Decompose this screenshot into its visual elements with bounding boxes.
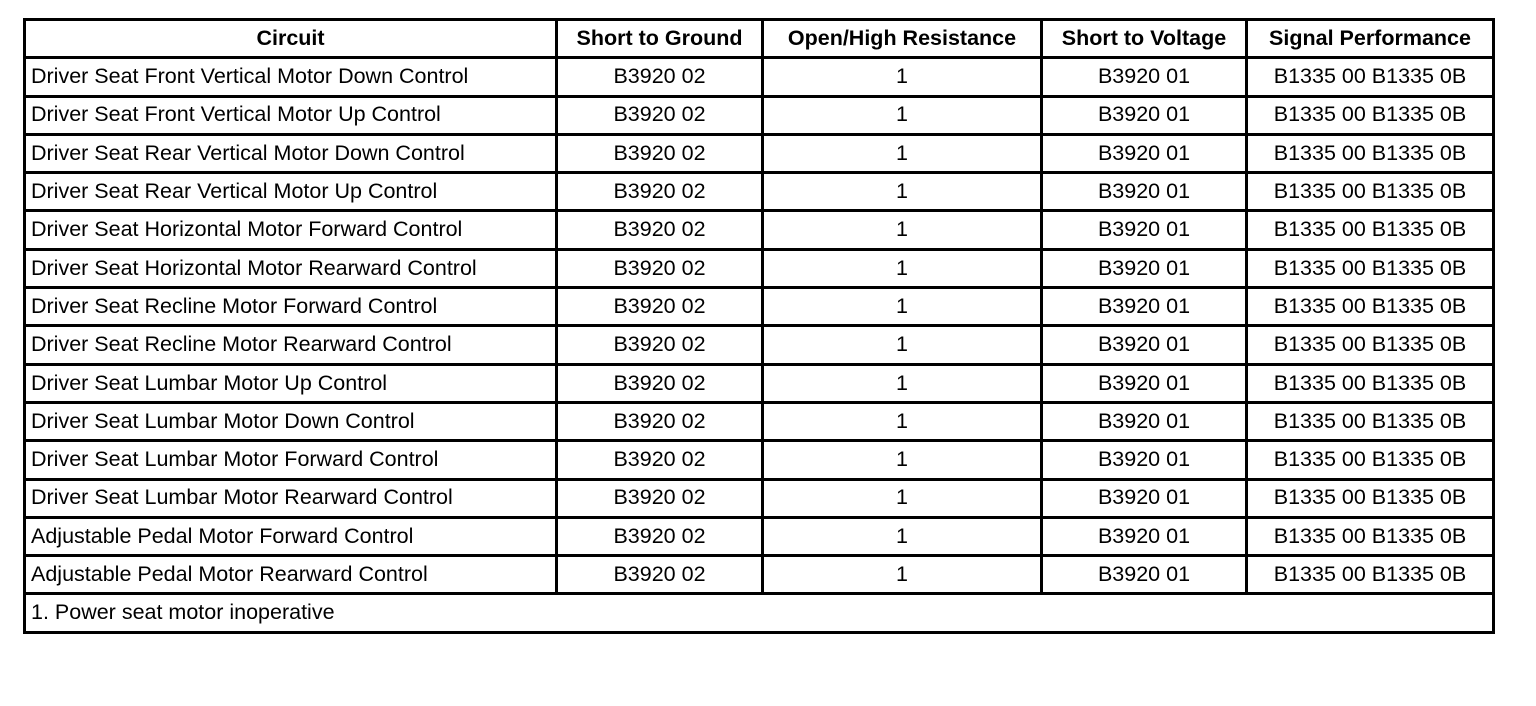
cell-signal-performance: B1335 00 B1335 0B (1247, 441, 1494, 479)
table-row (25, 441, 1494, 479)
header-circuit: Circuit (25, 20, 557, 58)
table-row (25, 134, 1494, 172)
cell-signal-performance: B1335 00 B1335 0B (1247, 249, 1494, 287)
header-signal-performance: Signal Performance (1247, 20, 1494, 58)
cell-circuit: Driver Seat Front Vertical Motor Down Control (25, 58, 557, 96)
table-row (25, 211, 1494, 249)
header-short-to-voltage: Short to Voltage (1042, 20, 1247, 58)
cell-circuit: Driver Seat Lumbar Motor Rearward Control (25, 479, 557, 517)
cell-short-to-voltage: B3920 01 (1042, 211, 1247, 249)
cell-short-to-ground: B3920 02 (557, 402, 763, 440)
cell-circuit: Driver Seat Lumbar Motor Forward Control (25, 441, 557, 479)
cell-short-to-ground: B3920 02 (557, 58, 763, 96)
header-row (25, 20, 1494, 58)
cell-short-to-voltage: B3920 01 (1042, 58, 1247, 96)
table-row (25, 402, 1494, 440)
table-row (25, 364, 1494, 402)
cell-circuit: Adjustable Pedal Motor Forward Control (25, 517, 557, 555)
cell-circuit: Driver Seat Horizontal Motor Forward Control (25, 211, 557, 249)
cell-short-to-ground: B3920 02 (557, 326, 763, 364)
table-row (25, 249, 1494, 287)
cell-circuit: Adjustable Pedal Motor Rearward Control (25, 556, 557, 594)
table-row (25, 479, 1494, 517)
cell-open-high-resistance: 1 (763, 479, 1042, 517)
cell-circuit: Driver Seat Lumbar Motor Up Control (25, 364, 557, 402)
cell-short-to-voltage: B3920 01 (1042, 326, 1247, 364)
cell-short-to-voltage: B3920 01 (1042, 96, 1247, 134)
table-row (25, 288, 1494, 326)
table-row (25, 517, 1494, 555)
cell-short-to-ground: B3920 02 (557, 134, 763, 172)
cell-circuit: Driver Seat Rear Vertical Motor Down Control (25, 134, 557, 172)
table-row (25, 556, 1494, 594)
cell-circuit: Driver Seat Rear Vertical Motor Up Control (25, 173, 557, 211)
cell-open-high-resistance: 1 (763, 402, 1042, 440)
cell-short-to-voltage: B3920 01 (1042, 517, 1247, 555)
cell-short-to-ground: B3920 02 (557, 173, 763, 211)
cell-signal-performance: B1335 00 B1335 0B (1247, 211, 1494, 249)
table-body (25, 58, 1494, 594)
cell-short-to-ground: B3920 02 (557, 96, 763, 134)
cell-short-to-voltage: B3920 01 (1042, 249, 1247, 287)
cell-short-to-ground: B3920 02 (557, 479, 763, 517)
cell-short-to-ground: B3920 02 (557, 211, 763, 249)
header-short-to-ground: Short to Ground (557, 20, 763, 58)
footnote-row (25, 594, 1494, 632)
cell-short-to-ground: B3920 02 (557, 556, 763, 594)
table-row (25, 173, 1494, 211)
cell-open-high-resistance: 1 (763, 364, 1042, 402)
cell-signal-performance: B1335 00 B1335 0B (1247, 402, 1494, 440)
cell-circuit: Driver Seat Horizontal Motor Rearward Control (25, 249, 557, 287)
cell-open-high-resistance: 1 (763, 249, 1042, 287)
cell-short-to-voltage: B3920 01 (1042, 288, 1247, 326)
footnote: 1. Power seat motor inoperative (25, 594, 1494, 632)
cell-short-to-voltage: B3920 01 (1042, 479, 1247, 517)
cell-signal-performance: B1335 00 B1335 0B (1247, 288, 1494, 326)
cell-open-high-resistance: 1 (763, 96, 1042, 134)
cell-open-high-resistance: 1 (763, 58, 1042, 96)
cell-short-to-ground: B3920 02 (557, 517, 763, 555)
cell-signal-performance: B1335 00 B1335 0B (1247, 517, 1494, 555)
cell-short-to-voltage: B3920 01 (1042, 364, 1247, 402)
cell-open-high-resistance: 1 (763, 173, 1042, 211)
cell-short-to-ground: B3920 02 (557, 288, 763, 326)
cell-open-high-resistance: 1 (763, 134, 1042, 172)
table-row (25, 326, 1494, 364)
cell-open-high-resistance: 1 (763, 211, 1042, 249)
table-row (25, 58, 1494, 96)
cell-signal-performance: B1335 00 B1335 0B (1247, 364, 1494, 402)
cell-circuit: Driver Seat Recline Motor Rearward Control (25, 326, 557, 364)
cell-signal-performance: B1335 00 B1335 0B (1247, 326, 1494, 364)
cell-open-high-resistance: 1 (763, 288, 1042, 326)
cell-open-high-resistance: 1 (763, 441, 1042, 479)
cell-open-high-resistance: 1 (763, 326, 1042, 364)
cell-short-to-voltage: B3920 01 (1042, 402, 1247, 440)
cell-short-to-voltage: B3920 01 (1042, 556, 1247, 594)
cell-signal-performance: B1335 00 B1335 0B (1247, 58, 1494, 96)
cell-signal-performance: B1335 00 B1335 0B (1247, 479, 1494, 517)
cell-short-to-ground: B3920 02 (557, 441, 763, 479)
cell-circuit: Driver Seat Front Vertical Motor Up Control (25, 96, 557, 134)
cell-short-to-voltage: B3920 01 (1042, 173, 1247, 211)
cell-signal-performance: B1335 00 B1335 0B (1247, 556, 1494, 594)
cell-short-to-ground: B3920 02 (557, 249, 763, 287)
cell-circuit: Driver Seat Recline Motor Forward Control (25, 288, 557, 326)
header-open-high-resistance: Open/High Resistance (763, 20, 1042, 58)
cell-signal-performance: B1335 00 B1335 0B (1247, 96, 1494, 134)
cell-short-to-ground: B3920 02 (557, 364, 763, 402)
cell-circuit: Driver Seat Lumbar Motor Down Control (25, 402, 557, 440)
cell-short-to-voltage: B3920 01 (1042, 441, 1247, 479)
cell-signal-performance: B1335 00 B1335 0B (1247, 173, 1494, 211)
cell-open-high-resistance: 1 (763, 517, 1042, 555)
cell-short-to-voltage: B3920 01 (1042, 134, 1247, 172)
dtc-table (23, 18, 1495, 634)
cell-signal-performance: B1335 00 B1335 0B (1247, 134, 1494, 172)
table-row (25, 96, 1494, 134)
cell-open-high-resistance: 1 (763, 556, 1042, 594)
